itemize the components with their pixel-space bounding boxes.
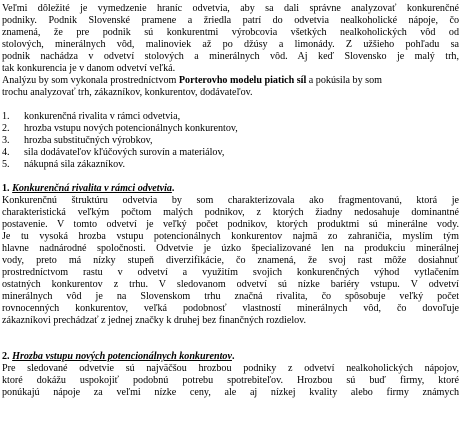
section-2-heading bbox=[2, 351, 234, 363]
section-title-dot: . bbox=[231, 351, 235, 362]
section-1-line: rovnocenných konkurentov, veľká podobnosť vlastností minerálnych vôd, čo dovoľuje bbox=[2, 303, 459, 314]
section-1-line: prostredníctvom rastu v odvetví a využitím svojich konkurenčných výhod vytlačením bbox=[2, 267, 459, 278]
section-number: 2. bbox=[2, 351, 10, 362]
section-1-line: minerálnych vôd je na Slovenskom trhu značná rivalita, čo spôsobuje veľký počet bbox=[2, 291, 459, 302]
analysis-line bbox=[2, 75, 459, 87]
section-1-line: hlavne nadnárodné spoločnosti. Odvetvie je úzko špecializované len na produkciu minerálnej bbox=[2, 243, 459, 254]
list-item bbox=[2, 123, 238, 135]
section-1-heading bbox=[2, 183, 174, 195]
intro-line: tak konkurencia je v danom odvetví veľká. bbox=[2, 63, 176, 74]
list-number: 4. bbox=[2, 147, 10, 158]
porter-model-term: Porterovho modelu piatich síl bbox=[178, 75, 307, 86]
intro-line: podnik nachádza v odvetví stolových a minerálnych vôd. Aj keď Slovensko je malý trh, bbox=[2, 51, 459, 62]
section-title: Konkurenčná rivalita v rámci odvetvia bbox=[12, 183, 172, 194]
section-1-line: postavenie. V tomto odvetví je veľký počet podnikov, ktorých produktmi sú minerálne vody. bbox=[2, 219, 459, 230]
section-title: Hrozba vstupu nových potencionálnych konkurentov bbox=[12, 351, 232, 362]
list-number: 3. bbox=[2, 135, 10, 146]
section-1-line: charakteristická veľkým počtom malých podnikov, z ktorých žiadny nedosahuje dominantné bbox=[2, 207, 459, 218]
list-number: 5. bbox=[2, 159, 10, 170]
section-2-line: Pre sledované odvetvie sú najväčšou hrozbou podniky z odvetví nealkoholických nápojov, bbox=[2, 363, 459, 374]
analysis-line-2: trochu analyzovať trh, zákazníkov, konkurentov, dodávateľov. bbox=[2, 87, 253, 98]
list-text: konkurenčná rivalita v rámci odvetvia, bbox=[24, 111, 181, 122]
intro-line: znamená, že pre podnik sú konkurentmi výrobcovia všetkých nealkoholických vôd od bbox=[2, 27, 459, 38]
list-number: 2. bbox=[2, 123, 10, 134]
intro-line: Veľmi dôležité je vymedzenie hraníc odvetvia, aby sa dali správne analyzovať konkurenčné bbox=[2, 3, 459, 14]
analysis-suffix: a pokúsila by som bbox=[306, 75, 382, 86]
list-item bbox=[2, 147, 224, 159]
section-1-line: zákazníkovi prechádzať z jednej značky k druhej bez finančných rozdielov. bbox=[2, 315, 307, 326]
list-number: 1. bbox=[2, 111, 10, 122]
analysis-prefix: Analýzu by som vykonala prostredníctvom bbox=[2, 75, 179, 86]
section-1-line: Je tu vysoká hrozba vstupu potencionálnych konkurentov najmä zo zahraničia, myslím tým bbox=[2, 231, 459, 242]
section-2-line: ktoré dokážu uspokojiť podobnú potrebu spotrebiteľov. Hrozbou sú buď firmy, ktoré bbox=[2, 375, 459, 386]
section-1-line: vody, preto má nízky stupeň diverzifikácie, čo znamená, že svoj rast môže dosiahnuť bbox=[2, 255, 459, 266]
list-text: hrozba vstupu nových potencionálnych konkurentov, bbox=[24, 123, 238, 134]
section-1-line: Konkurenčnú štruktúru odvetvia by som charakterizovala ako fragmentovanú, ktorá je bbox=[2, 195, 459, 206]
intro-line: podniky. Podnik Slovenské pramene a žriedla patrí do odvetvia nealkoholické nápoje, čo bbox=[2, 15, 459, 26]
list-item bbox=[2, 135, 153, 147]
list-item bbox=[2, 111, 180, 123]
list-text: hrozba substitučných výrobkov, bbox=[24, 135, 153, 146]
list-text: nákupná sila zákazníkov. bbox=[24, 159, 126, 170]
list-item bbox=[2, 159, 125, 171]
section-2-line: ponúkajú nápoje za veľmi nízke ceny, ale aj nízkej kvality alebo firmy známych bbox=[2, 387, 459, 398]
section-number: 1. bbox=[2, 183, 10, 194]
list-text: sila dodávateľov kľúčových surovín a materiálov, bbox=[24, 147, 225, 158]
section-title-dot: . bbox=[171, 183, 175, 194]
section-1-line: ostatných konkurentov z trhu. V sledovanom odvetví sú nízke bariéry vstupu. V odvetví bbox=[2, 279, 459, 290]
intro-line: stolových, minerálnych vôd, malinoviek až po džúsy a limonády. Z užšieho pohľadu sa bbox=[2, 39, 459, 50]
